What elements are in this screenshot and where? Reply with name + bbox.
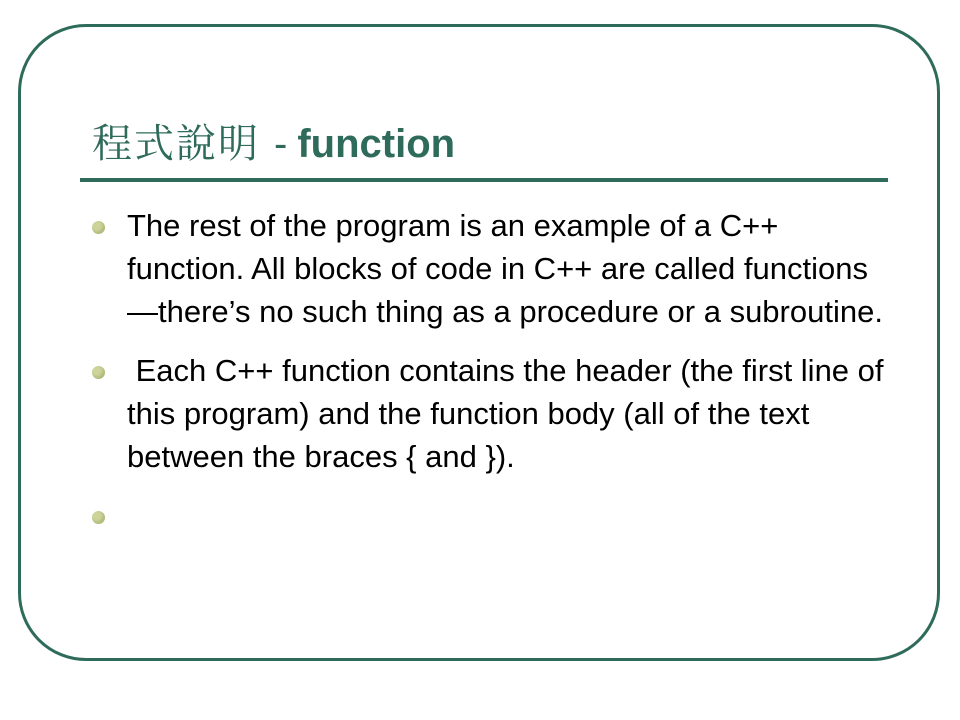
slide-title-english: function [297, 122, 456, 166]
slide-title [92, 112, 455, 176]
bullet-item-1 [92, 204, 892, 333]
bullet-item-2 [92, 349, 892, 478]
slide-title-chinese: 程式說明 [92, 121, 260, 167]
bullet-dot-icon [92, 366, 105, 379]
bullet-item-3 [92, 494, 892, 537]
title-underline [80, 178, 888, 182]
bullet-dot-icon [92, 221, 105, 234]
bullet-list [92, 204, 892, 553]
bullet-dot-icon [92, 511, 105, 524]
slide-title-separator: - [274, 122, 288, 166]
bullet-text: Each C++ function contains the header (the first line of this program) and the function body (all of the text between the braces { and }). [127, 353, 893, 474]
bullet-text: The rest of the program is an example of a C++ function. All blocks of code in C++ are called functions—there’s no such thing as a procedure or a subroutine. [127, 208, 883, 329]
